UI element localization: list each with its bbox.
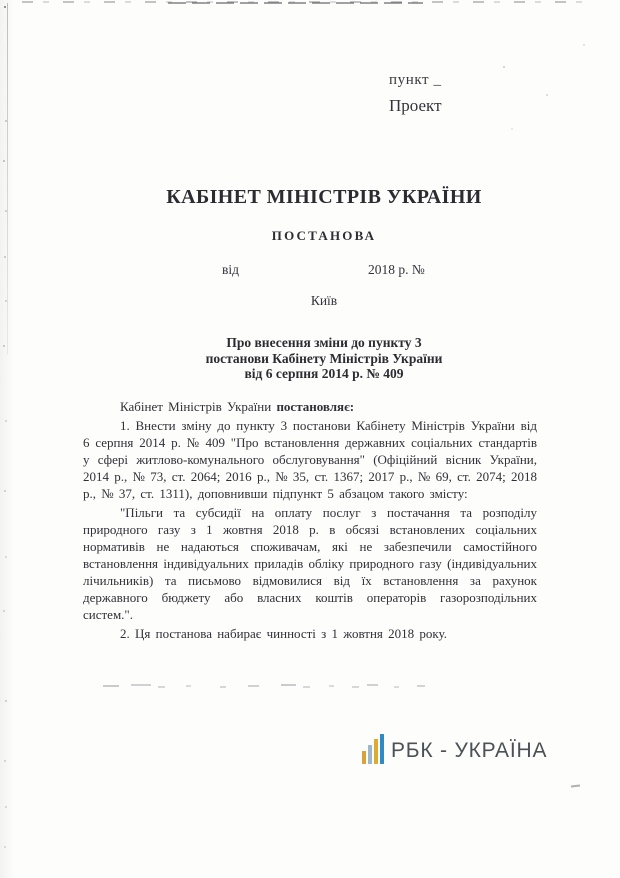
date-value: 2018 р. № xyxy=(368,262,425,277)
paragraph-1: 1. Внести зміну до пункту 3 постанови Кабінету Міністрів України від 6 серпня 2014 р. № 409 "Про встановлення державних соціальних стандартів у сфері житлово-комунального обслуговування" (Офіційний вісник України, 2014 р., № 73, ст. 2064; 2016 р., № 35, ст. 1367; 2017 р., № 69, ст. 2074; 2018 р., № 37, ст. 1311), доповнивши підпункт 5 абзацом такого змісту: xyxy=(83,418,537,501)
quoted-paragraph: "Пільги та субсидії на оплату послуг з постачання та розподілу природного газу з 1 жовтня 2018 р. в обсязі встановлених соціальних нормативів не надаються споживачам, які не забезпечили самостійного встановлення індивідуальних приладів обліку природного газу (індивідуальних лічильників) та письмово відмовилися від їх встановлення за рахунок державного бюджету або власних коштів операторів газорозподільних систем.". xyxy=(83,505,537,622)
bar-chart-icon xyxy=(362,734,384,764)
subject-line: від 6 серпня 2014 р. № 409 xyxy=(244,366,404,381)
scan-artifact-left-line xyxy=(7,3,8,355)
handwritten-note: пункт _ xyxy=(389,72,442,88)
logo-text: РБК - УКРАЇНА xyxy=(391,739,548,762)
logo-bar xyxy=(380,734,384,764)
intro-text: Кабінет Міністрів України xyxy=(120,399,277,414)
city-label: Київ xyxy=(310,293,338,308)
subject-line: постанови Кабінету Міністрів України xyxy=(205,350,443,366)
date-prefix: від xyxy=(222,262,239,277)
draft-label: Проект xyxy=(389,96,442,115)
document-type: ПОСТАНОВА xyxy=(271,228,377,243)
rbc-ukraine-logo xyxy=(362,734,547,764)
logo-bar xyxy=(374,739,378,764)
scan-artifact-top-line xyxy=(22,1,582,3)
scan-artifact-dash xyxy=(571,785,580,788)
intro-bold-text: постановляє: xyxy=(276,399,355,414)
logo-bar xyxy=(362,751,366,764)
subject-line: Про внесення зміни до пункту 3 xyxy=(226,335,422,350)
document-body xyxy=(83,398,537,644)
scan-artifact-specks xyxy=(0,0,2,2)
logo-bar xyxy=(368,745,372,764)
paragraph-2: 2. Ця постанова набирає чинності з 1 жовтня 2018 року. xyxy=(120,626,447,641)
scan-artifact-top-line-dark xyxy=(168,2,423,4)
scan-edge-shading xyxy=(0,0,14,878)
intro-paragraph xyxy=(83,398,537,415)
subject-heading xyxy=(28,335,620,382)
page-title: КАБІНЕТ МІНІСТРІВ УКРАЇНИ xyxy=(166,186,482,208)
